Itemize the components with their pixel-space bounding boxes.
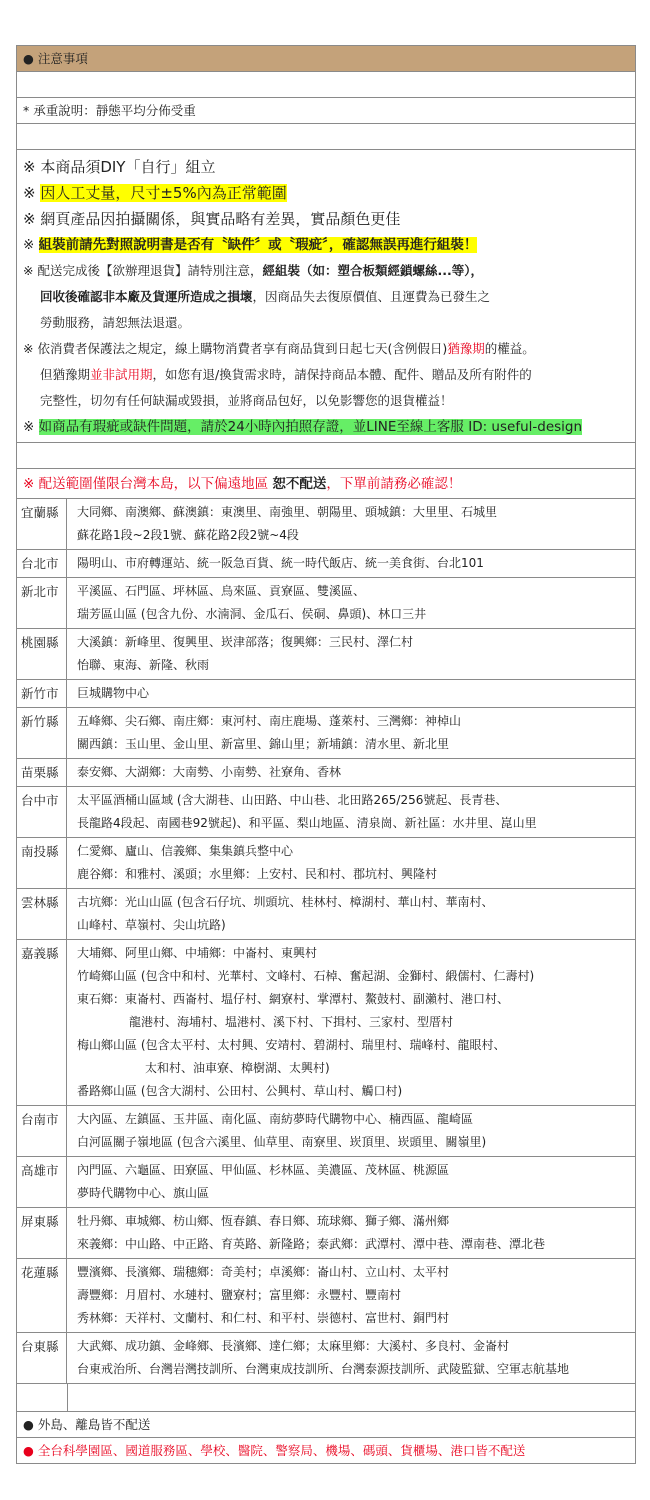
region-areas [67,759,635,786]
note-consumer-law-3: 完整性，切勿有任何缺漏或毀損，並將商品包好，以免影響您的退貨權益！ [40,393,453,408]
region-areas [67,889,635,939]
region-name: 苗栗縣 [17,759,67,786]
region-area-line: 瑞芳區山區 (包含九份、水湳洞、金瓜石、侯硐、鼻頭)、林口三井 [77,607,427,621]
region-area-line: 梅山鄉山區 (包含太平村、太村興、安靖村、碧湖村、瑞里村、瑞峰村、龍眼村、 [77,1038,506,1052]
region-row [17,578,635,629]
region-areas [67,1259,635,1332]
region-areas [67,1106,635,1156]
note-return-policy-2: 回收後確認非本廠及貨運所造成之損壞，因商品失去復原價值、且運費為已發生之 [40,289,491,304]
region-areas [67,550,635,577]
region-area-line: 大內區、左鎮區、玉井區、南化區、南紡夢時代購物中心、楠西區、龍崎區 [77,1112,474,1126]
region-name: 高雄市 [17,1157,67,1207]
region-name: 屏東縣 [17,1208,67,1258]
region-row [17,499,635,550]
region-area-line: 古坑鄉：光山山區 (包含石仔坑、圳頭坑、桂林村、樟湖村、華山村、華南村、 [77,895,494,909]
region-row [17,1106,635,1157]
defect-contact-highlight: 如商品有瑕疵或缺件問題，請於24小時內拍照存證，並LINE至線上客服 ID: useful-design [38,419,583,435]
region-row [17,940,635,1106]
blank-row [17,1384,635,1412]
region-area-line: 豐濱鄉、長濱鄉、瑞穗鄉：奇美村；卓溪鄉：崙山村、立山村、太平村 [77,1265,450,1279]
region-area-line: 山峰村、草嶺村、尖山坑路) [77,918,226,932]
note-return-policy-3: 勞動服務，請恕無法退還。 [40,315,191,330]
check-before-assembly-highlight: 組裝前請先對照說明書是否有〝缺件〞或〝瑕疵〞，確認無誤再進行組裝！ [38,237,478,253]
remote-regions [17,499,635,1384]
region-areas [67,680,635,707]
region-area-line: 大武鄉、成功鎮、金峰鄉、長濱鄉、達仁鄉；太麻里鄉：大溪村、多良村、金崙村 [77,1339,510,1353]
region-row [17,787,635,838]
region-area-line: 關西鎮：玉山里、金山里、新富里、錦山里；新埔鎮：清水里、新北里 [77,737,450,751]
region-areas [67,787,635,837]
note-size-tolerance: ※ 因人工丈量，尺寸±5%內為正常範圍 [23,184,287,202]
region-area-line: 大溪鎮：新峰里、復興里、崁津部落；復興鄉：三民村、澤仁村 [77,635,414,649]
region-areas [67,838,635,888]
delivery-area-title: ※ 配送範圍僅限台灣本島，以下偏遠地區 恕不配送，下單前請務必確認！ [17,469,635,499]
region-name: 台北市 [17,550,67,577]
region-name: 台東縣 [17,1333,67,1383]
region-row [17,759,635,787]
region-row [17,838,635,889]
region-row [17,1208,635,1259]
region-row [17,629,635,680]
region-area-line: 壽豐鄉：月眉村、水璉村、鹽寮村；富里鄉：永豐村、豐南村 [77,1288,402,1302]
blank-row [17,72,635,98]
load-bearing-note: * 承重說明：靜態平均分佈受重 [17,98,635,124]
region-areas [67,499,635,549]
region-area-line: 竹崎鄉山區 (包含中和村、光華村、文峰村、石棹、奮起湖、金獅村、緞儒村、仁壽村) [77,969,535,983]
region-area-line: 來義鄉：中山路、中正路、育英路、新隆路；泰武鄉：武潭村、潭中巷、潭南巷、潭北巷 [77,1237,546,1251]
region-area-line: 台東戒治所、台灣岩灣技訓所、台灣東成技訓所、台灣泰源技訓所、武陵監獄、空軍志航基地 [77,1362,570,1376]
size-tolerance-highlight: 因人工丈量，尺寸±5%內為正常範圍 [40,184,287,202]
region-name: 花蓮縣 [17,1259,67,1332]
region-name: 新竹市 [17,680,67,707]
region-area-line: 太和村、油車寮、樟樹湖、太興村) [145,1061,330,1075]
region-name: 嘉義縣 [17,940,67,1105]
region-name: 宜蘭縣 [17,499,67,549]
region-areas [67,1208,635,1258]
region-area-line: 五峰鄉、尖石鄉、南庄鄉：東河村、南庄鹿場、蓬萊村、三灣鄉：神棹山 [77,714,462,728]
note-consumer-law-1: ※ 依消費者保護法之規定，線上購物消費者享有商品貨到日起七天(含例假日)猶豫期的權益。 [23,341,535,356]
region-area-line: 番路鄉山區 (包含大湖村、公田村、公興村、草山村、觸口村) [77,1084,403,1098]
region-row [17,889,635,940]
region-areas [67,578,635,628]
region-area-line: 白河區關子嶺地區 (包含六溪里、仙草里、南寮里、崁頂里、崁頭里、關嶺里) [77,1135,487,1149]
outlying-islands-note: ● 外島、離島皆不配送 [17,1412,635,1438]
notice-header: ● 注意事項 [17,46,635,72]
region-area-line: 夢時代購物中心、旗山區 [77,1186,210,1200]
note-diy: ※ 本商品須DIY「自行」組立 [23,158,216,176]
region-areas [67,708,635,758]
region-name: 新竹縣 [17,708,67,758]
blank-row [17,443,635,469]
notes-block [17,150,635,443]
region-name: 南投縣 [17,838,67,888]
region-area-line: 東石鄉：東崙村、西崙村、塭仔村、網寮村、掌潭村、鰲鼓村、副瀨村、港口村、 [77,992,510,1006]
region-name: 新北市 [17,578,67,628]
region-name: 台中市 [17,787,67,837]
region-area-line: 蘇花路1段~2段1號、蘇花路2段2號~4段 [77,528,299,542]
note-defect-contact: ※ 如商品有瑕疵或缺件問題，請於24小時內拍照存證，並LINE至線上客服 ID: useful-design [23,419,583,435]
region-areas [67,940,635,1105]
region-row [17,1333,635,1384]
region-area-line: 龍港村、海埔村、塭港村、溪下村、下揖村、三家村、型厝村 [129,1015,454,1029]
region-area-line: 長龍路4段起、南國巷92號起)、和平區、梨山地區、清泉崗、新社區：水井里、崑山里 [77,816,537,830]
blank-row [17,124,635,150]
region-row [17,708,635,759]
region-area-line: 大同鄉、南澳鄉、蘇澳鎮：東澳里、南強里、朝陽里、頭城鎮：大里里、石城里 [77,505,498,519]
note-return-policy-1: ※ 配送完成後【欲辦理退貨】請特別注意，經組裝（如：塑合板類經鎖螺絲...等）， [23,263,483,278]
region-area-line: 鹿谷鄉：和雅村、溪頭；水里鄉：上安村、民和村、郡坑村、興隆村 [77,867,438,881]
region-area-line: 內門區、六龜區、田寮區、甲仙區、杉林區、美濃區、茂林區、桃源區 [77,1163,450,1177]
region-area-line: 泰安鄉、大湖鄉：大南勢、小南勢、社寮角、香林 [77,765,342,779]
region-area-line: 大埔鄉、阿里山鄉、中埔鄉：中崙村、東興村 [77,946,318,960]
region-name: 雲林縣 [17,889,67,939]
region-row [17,680,635,708]
note-photo-difference: ※ 網頁產品因拍攝關係，與實品略有差異，實品顏色更佳 [23,210,401,228]
region-areas [67,1157,635,1207]
region-area-line: 陽明山、市府轉運站、統一阪急百貨、統一時代飯店、統一美食街、台北101 [77,556,484,570]
region-name: 桃園縣 [17,629,67,679]
region-area-line: 怡聯、東海、新隆、秋雨 [77,658,210,672]
region-row [17,550,635,578]
region-area-line: 平溪區、石門區、坪林區、烏來區、貢寮區、雙溪區、 [77,584,366,598]
region-area-line: 秀林鄉：天祥村、文蘭村、和仁村、和平村、崇德村、富世村、銅門村 [77,1311,450,1325]
region-area-line: 巨城購物中心 [77,686,150,700]
region-name: 台南市 [17,1106,67,1156]
region-row [17,1259,635,1333]
region-area-line: 仁愛鄉、廬山、信義鄉、集集鎮兵整中心 [77,844,294,858]
region-areas [67,629,635,679]
region-area-line: 太平區酒桶山區域 (含大湖巷、山田路、中山巷、北田路265/256號起、長青巷、 [77,793,508,807]
region-row [17,1157,635,1208]
note-check-before-assembly: ※ 組裝前請先對照說明書是否有〝缺件〞或〝瑕疵〞，確認無誤再進行組裝！ [23,237,478,253]
region-area-line: 牡丹鄉、車城鄉、枋山鄉、恆春鎮、春日鄉、琉球鄉、獅子鄉、滿州鄉 [77,1214,450,1228]
shipping-notice-table [16,45,636,1464]
restricted-places-note: ● 全台科學園區、國道服務區、學校、醫院、警察局、機場、碼頭、貨櫃場、港口皆不配送 [17,1438,635,1464]
region-areas [67,1333,635,1383]
note-consumer-law-2: 但猶豫期並非試用期，如您有退/換貨需求時，請保持商品本體、配件、贈品及所有附件的 [40,367,532,382]
